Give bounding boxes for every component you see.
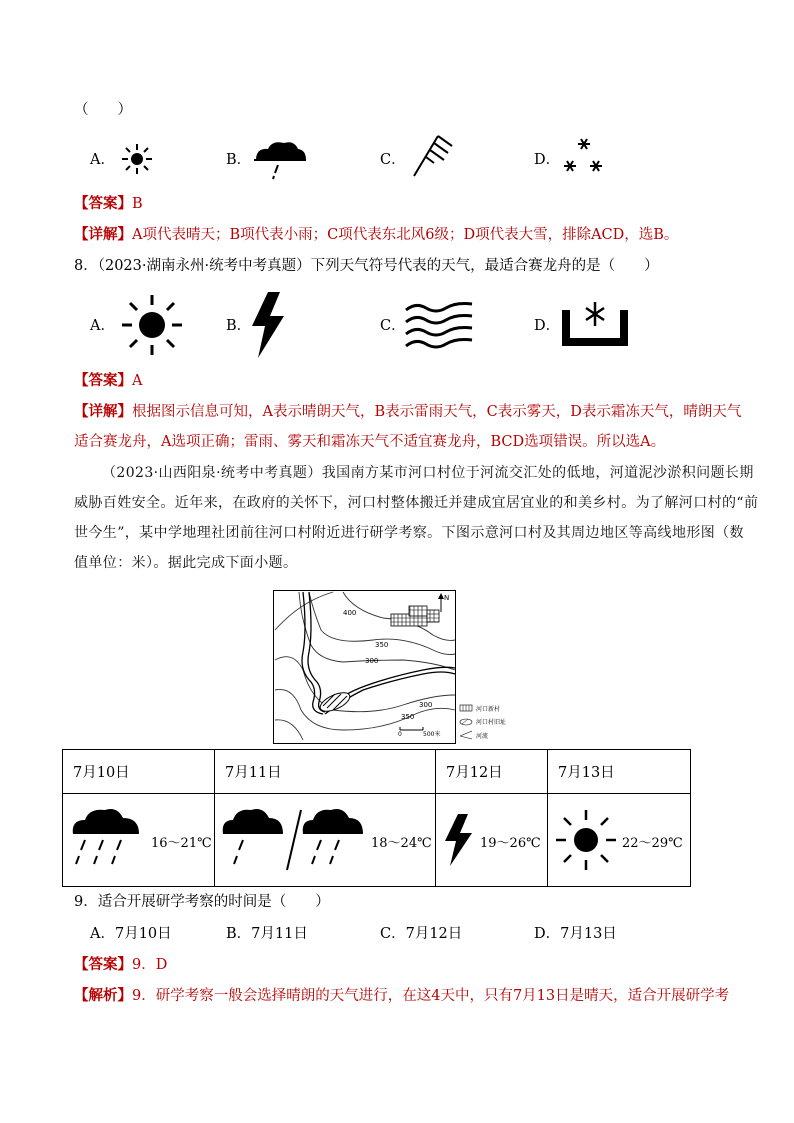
passage-line-1: （2023·山西阳泉·统考中考真题）我国南方某市河口村位于河流交汇处的低地，河道泥沙淤积问题长期 bbox=[102, 465, 754, 481]
q8-options bbox=[90, 290, 710, 360]
q9-option-c: C．7月12日 bbox=[380, 926, 463, 942]
thunderstorm-icon bbox=[442, 812, 476, 868]
q9-option-d: D．7月13日 bbox=[534, 926, 617, 942]
q7-option-b-label: B． bbox=[226, 152, 252, 168]
weather-cell bbox=[215, 794, 436, 887]
legend-river: 河流 bbox=[476, 733, 489, 740]
table-row-weather bbox=[63, 794, 691, 887]
light-to-moderate-rain-icon bbox=[221, 806, 371, 874]
question-8-stem: 8．（2023·湖南永州·统考中考真题）下列天气符号代表的天气，最适合赛龙舟的是（ ） bbox=[74, 258, 659, 274]
q8-detail-line1: 【详解】根据图示信息可知，A表示晴朗天气，B表示雷雨天气，C表示雾天，D表示霜冻天气，晴朗天气 bbox=[74, 403, 742, 420]
svg-text:0: 0 bbox=[398, 731, 402, 738]
q9-option-b: B．7月11日 bbox=[226, 926, 308, 942]
light-rain-icon bbox=[252, 140, 308, 180]
q9-option-a: A．7月10日 bbox=[90, 926, 172, 942]
passage-line-4: 值单位：米）。据此完成下面小题。 bbox=[74, 555, 298, 571]
heavy-snow-icon bbox=[560, 134, 608, 180]
contour-label-350-lower: 350 bbox=[401, 713, 415, 721]
question-9-stem: 9．适合开展研学考察的时间是（ ） bbox=[74, 894, 330, 910]
contour-label-300-upper: 300 bbox=[365, 657, 379, 665]
contour-label-300-lower: 300 bbox=[419, 701, 433, 709]
contour-label-350-upper: 350 bbox=[375, 641, 389, 649]
q9-analysis: 【解析】9．研学考察一般会选择晴朗的天气进行，在这4天中，只有7月13日是晴天，适合开展研学考 bbox=[74, 987, 730, 1004]
date-cell: 7月11日 bbox=[215, 750, 436, 794]
legend-old-village: 河口村旧址 bbox=[476, 719, 507, 726]
thunderstorm-icon bbox=[248, 290, 288, 360]
q8-option-d-label: D． bbox=[534, 318, 561, 334]
q8-answer: 【答案】A bbox=[74, 372, 143, 389]
sunny-icon bbox=[554, 808, 618, 872]
q7-option-d-label: D． bbox=[534, 152, 561, 168]
q8-option-a-label: A． bbox=[90, 318, 115, 334]
weather-cell bbox=[436, 794, 548, 887]
passage-line-2: 威胁百姓安全。近年来，在政府的关怀下，河口村整体搬迁并建成宜居宜业的和美乡村。为了解河口村的“前 bbox=[74, 495, 759, 511]
map-legend bbox=[460, 705, 506, 740]
q7-answer: 【答案】B bbox=[74, 195, 143, 212]
temperature-range: 19～26℃ bbox=[480, 836, 541, 851]
q7-option-c-label: C． bbox=[380, 152, 406, 168]
contour-map bbox=[273, 590, 523, 744]
temperature-range: 18～24℃ bbox=[371, 836, 432, 851]
wind-ne-6-icon bbox=[408, 132, 458, 180]
date-cell: 7月13日 bbox=[548, 750, 691, 794]
svg-text:500米: 500米 bbox=[423, 731, 441, 738]
weather-forecast-table bbox=[62, 749, 691, 887]
date-cell: 7月12日 bbox=[436, 750, 548, 794]
q7-option-a-label: A． bbox=[90, 152, 115, 168]
temperature-range: 16～21℃ bbox=[151, 836, 212, 851]
moderate-rain-icon bbox=[69, 806, 143, 874]
q8-detail-line2: 适合赛龙舟，A选项正确；雷雨、雾天和霜冻天气不适宜赛龙舟，BCD选项错误。所以选A。 bbox=[74, 434, 666, 450]
sunny-icon bbox=[120, 142, 154, 176]
contour-label-400: 400 bbox=[343, 609, 357, 617]
q7-options bbox=[90, 140, 710, 180]
question-7-paren: （ ） bbox=[74, 102, 132, 118]
q9-answer: 【答案】9．D bbox=[74, 956, 168, 973]
q8-option-c-label: C． bbox=[380, 318, 406, 334]
sunny-icon bbox=[120, 293, 184, 357]
weather-cell bbox=[63, 794, 215, 887]
weather-cell bbox=[548, 794, 691, 887]
q8-option-b-label: B． bbox=[226, 318, 252, 334]
date-cell: 7月10日 bbox=[63, 750, 215, 794]
q7-detail: 【详解】A项代表晴天；B项代表小雨；C项代表东北风6级；D项代表大雪，排除ACD，选B。 bbox=[74, 226, 679, 243]
frost-icon bbox=[560, 296, 630, 348]
temperature-range: 22～29℃ bbox=[622, 836, 683, 851]
passage-line-3: 世今生”，某中学地理社团前往河口村附近进行研学考察。下图示意河口村及其周边地区等高线地形图（数 bbox=[74, 525, 744, 541]
fog-icon bbox=[402, 298, 476, 352]
svg-text:N: N bbox=[444, 594, 450, 602]
table-row-dates bbox=[63, 750, 691, 794]
legend-new-village: 河口新村 bbox=[476, 706, 501, 713]
